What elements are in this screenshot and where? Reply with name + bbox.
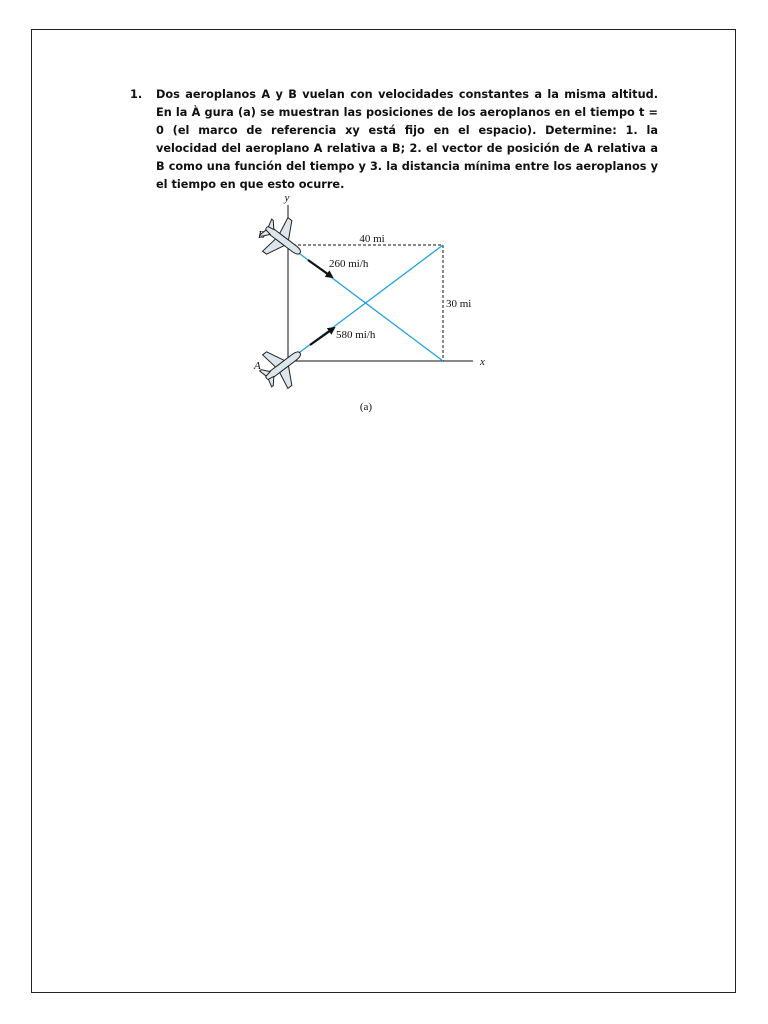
problem-number: 1. — [130, 88, 143, 101]
distance-horizontal-label: 40 mi — [359, 233, 385, 245]
problem-statement — [130, 86, 658, 194]
speed-b-label: 260 mi/h — [329, 258, 369, 270]
problem-text: Dos aeroplanos A y B vuelan con velocidades constantes a la misma altitud. En la À gura (a) se muestran las posiciones de los aeroplanos en el tiempo t = 0 (el marco de referencia xy está fijo en el espacio). Determine: 1. la velocidad del aeroplano A relativa a B; 2. el vector de posición de A relativa a B como una función del tiempo y 3. la distancia mínima entre los aeroplanos y el tiempo en que esto ocurre. — [156, 88, 658, 191]
plane-a-label: A — [254, 360, 261, 372]
airplane-a-icon — [253, 336, 313, 395]
distance-vertical-label: 30 mi — [446, 298, 472, 310]
velocity-arrow-a — [310, 328, 334, 345]
figure-caption: (a) — [359, 401, 373, 413]
y-axis-label: y — [284, 192, 290, 204]
x-axis-label: x — [480, 356, 485, 368]
speed-a-label: 580 mi/h — [336, 329, 376, 341]
figure-diagram — [240, 185, 500, 420]
figure-a — [240, 185, 500, 420]
